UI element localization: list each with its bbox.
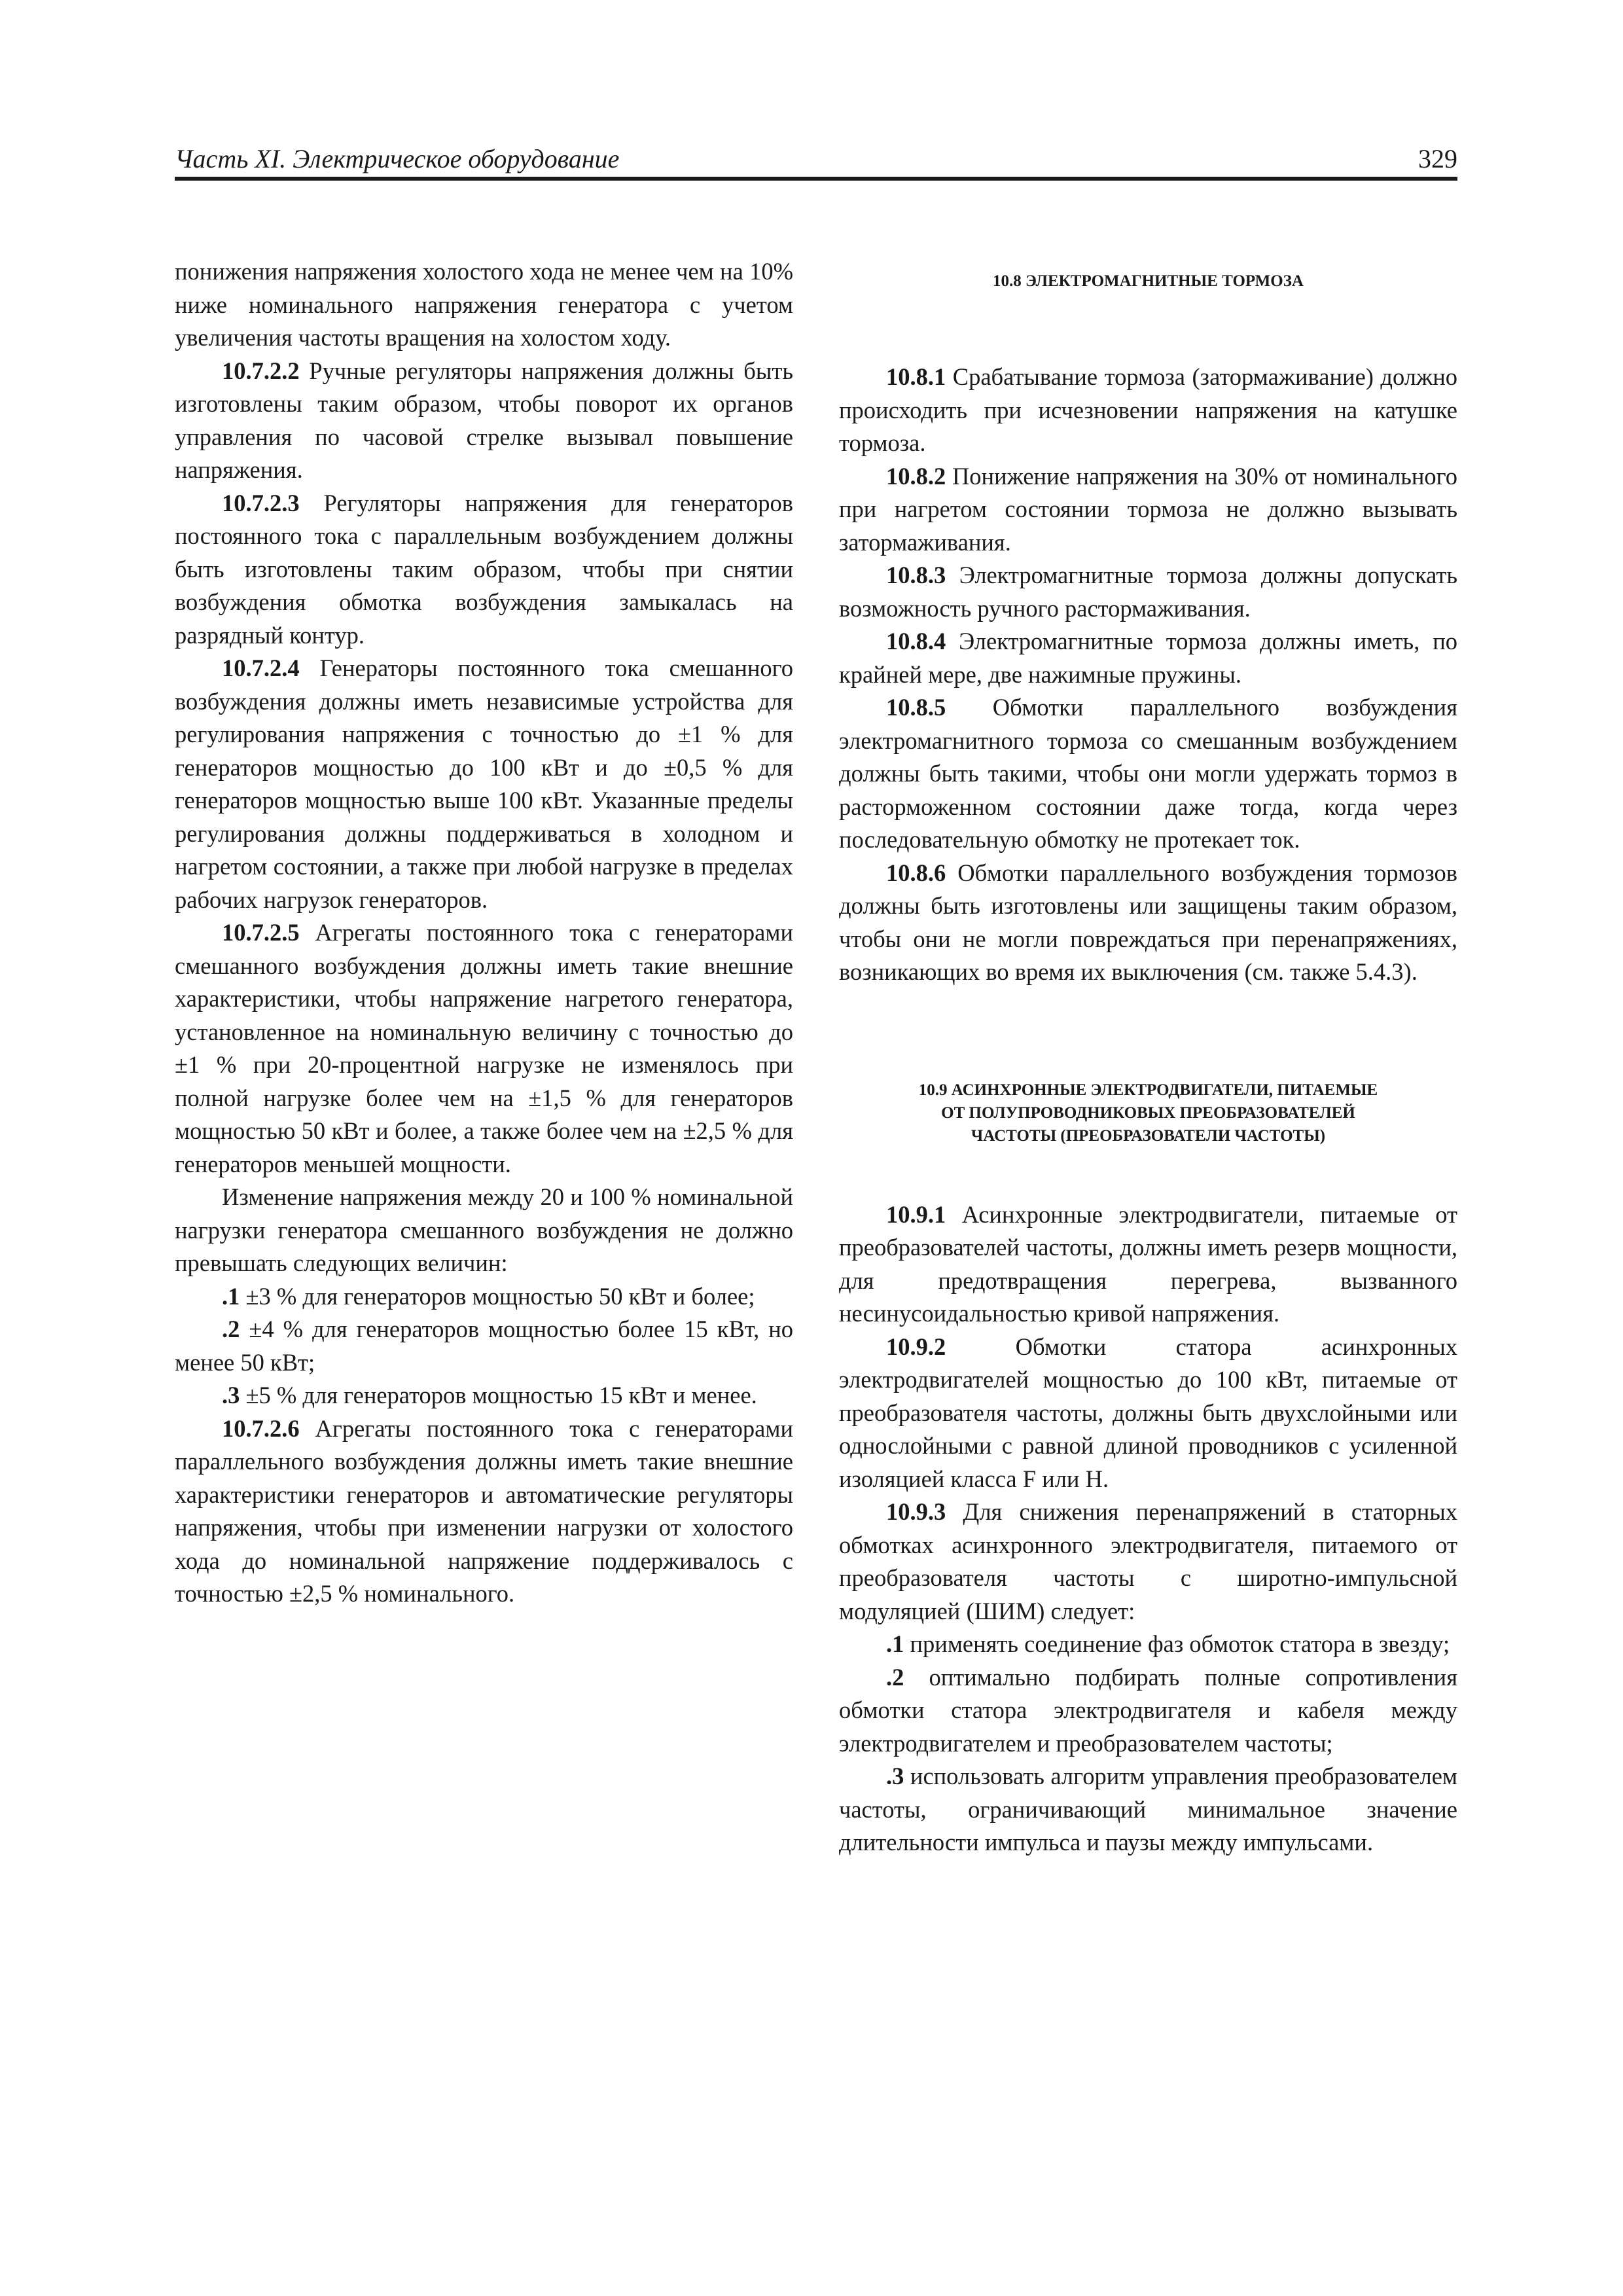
list-number: .2 [886,1663,904,1691]
paragraph-text: Ручные регуляторы напряжения должны быть изготовлены таким образом, чтобы поворот их органов управления по часовой стрелке вызывал повышение напряжения. [175,357,793,483]
paragraph-10-7-2-5 [175,916,793,1181]
paragraph-text: Электромагнитные тормоза должны иметь, по крайней мере, две нажимные пружины. [839,628,1457,688]
paragraph-text: понижения напряжения холостого хода не менее чем на 10% ниже номинального напряжения генератора с учетом увеличения частоты вращения на холостом ходу. [175,258,793,351]
paragraph-10-7-2-4 [175,652,793,916]
header-rule [175,177,1457,181]
clause-number: 10.8.5 [886,694,946,721]
list-item-2 [839,1661,1457,1761]
section-heading-10-9 [839,1079,1457,1147]
list-number: .3 [222,1382,240,1408]
list-text: ±5 % для генераторов мощностью 15 кВт и менее. [240,1382,757,1408]
paragraph-10-7-2-3 [175,487,793,653]
clause-number: 10.7.2.6 [222,1414,300,1442]
list-item-3 [175,1379,793,1412]
paragraph-10-9-3 [839,1496,1457,1628]
page-number: 329 [1418,144,1457,173]
heading-line: ОТ ПОЛУПРОВОДНИКОВЫХ ПРЕОБРАЗОВАТЕЛЕЙ [941,1103,1355,1122]
paragraph-text: Агрегаты постоянного тока с генераторами параллельного возбуждения должны иметь такие внешние характеристики генераторов и автоматические регуляторы напряжения, чтобы при изменении нагрузки от холостого хода до номинальной напряжение поддерживалось с точностью ±2,5 % номинального. [175,1414,793,1607]
paragraph-text: Изменение напряжения между 20 и 100 % номинальной нагрузки генератора смешанного возбуждения не должно превышать следующих величин: [175,1183,793,1276]
list-number: .1 [222,1282,240,1310]
clause-number: 10.7.2.3 [222,489,300,516]
paragraph-continuation [175,255,793,355]
paragraph-text: Электромагнитные тормоза должны допускать возможность ручного растормаживания. [839,562,1457,622]
running-title: Часть XI. Электрическое оборудование [175,144,620,173]
paragraph-10-8-4 [839,625,1457,691]
list-text: оптимально подбирать полные сопротивления обмотки статора электродвигателя и кабеля между электродвигателем и преобразователем частоты; [839,1663,1457,1757]
list-text: ±4 % для генераторов мощностью более 15 кВт, но менее 50 кВт; [175,1316,793,1376]
clause-number: 10.8.1 [886,363,946,390]
list-text: использовать алгоритм управления преобразователем частоты, ограничивающий минимальное значение длительности импульса и паузы между импульсами. [839,1763,1457,1856]
paragraph-text: Обмотки статора асинхронных электродвигателей мощностью до 100 кВт, питаемые от преобразователя частоты, должны быть двухслойными или однослойными с равной длиной проводников с усиленной изоляцией класса F или H. [839,1333,1457,1492]
right-column [839,255,1457,1859]
paragraph-10-8-2 [839,460,1457,560]
clause-number: 10.9.3 [886,1498,946,1525]
clause-number: 10.9.2 [886,1333,946,1360]
paragraph-text: Регуляторы напряжения для генераторов постоянного тока с параллельным возбуждением должны быть изготовлены таким образом, чтобы при снятии возбуждения обмотка возбуждения замыкалась на разрядный контур. [175,489,793,649]
clause-number: 10.8.4 [886,628,946,655]
paragraph-text: Агрегаты постоянного тока с генераторами смешанного возбуждения должны иметь такие внешние характеристики, чтобы напряжение нагретого генератора, установленное на номинальную величину с точностью до ±1 % при 20-процентной нагрузке не изменялось при полной нагрузке более чем на ±1,5 % для генераторов мощностью 50 кВт и более, а также более чем на ±2,5 % для генераторов меньшей мощности. [175,919,793,1177]
paragraph-voltage-change [175,1181,793,1280]
paragraph-text: Асинхронные электродвигатели, питаемые от преобразователей частоты, должны иметь резерв мощности, для предотвращения перегрева, вызванного несинусоидальностью кривой напряжения. [839,1200,1457,1327]
clause-number: 10.7.2.4 [222,655,300,681]
paragraph-text: Для снижения перенапряжений в статорных обмотках асинхронного электродвигателя, питаемого от преобразователя частоты с широтно-импульсной модуляцией (ШИМ) следует: [839,1498,1457,1624]
clause-number: 10.9.1 [886,1200,946,1228]
heading-line: 10.9 АСИНХРОННЫЕ ЭЛЕКТРОДВИГАТЕЛИ, ПИТАЕМЫЕ [918,1081,1378,1099]
list-text: применять соединение фаз обмоток статора в звезду; [904,1630,1450,1657]
paragraph-text: Обмотки параллельного возбуждения электромагнитного тормоза со смешанным возбуждением должны быть такими, чтобы они могли удержать тормоз в расторможенном состоянии даже тогда, когда через последовательную обмотку не протекает ток. [839,694,1457,853]
paragraph-text: Срабатывание тормоза (затормаживание) должно происходить при исчезновении напряжения на катушке тормоза. [839,363,1457,456]
paragraph-10-7-2-2 [175,355,793,487]
clause-number: 10.8.2 [886,462,946,490]
paragraph-text: Обмотки параллельного возбуждения тормозов должны быть изготовлены или защищены таким образом, чтобы они не могли повреждаться при перенапряжениях, возникающих во время их выключения (см. также 5.4.3). [839,859,1457,985]
page-header [175,137,1457,179]
paragraph-10-8-3 [839,559,1457,625]
list-item-2 [175,1313,793,1379]
list-item-1 [839,1628,1457,1661]
list-item-1 [175,1280,793,1314]
paragraph-10-7-2-6 [175,1412,793,1611]
paragraph-text: Понижение напряжения на 30% от номинального при нагретом состоянии тормоза не должно вызывать затормаживания. [839,462,1457,556]
list-number: .2 [222,1316,240,1342]
heading-line: ЧАСТОТЫ (ПРЕОБРАЗОВАТЕЛИ ЧАСТОТЫ) [971,1126,1326,1145]
list-number: .1 [886,1630,904,1657]
section-heading-10-8: 10.8 ЭЛЕКТРОМАГНИТНЫЕ ТОРМОЗА [993,272,1304,290]
paragraph-10-8-6 [839,857,1457,989]
paragraph-text: Генераторы постоянного тока смешанного возбуждения должны иметь независимые устройства для регулирования напряжения с точностью до ±1 % для генераторов мощностью до 100 кВт и до ±0,5 % для генераторов мощностью выше 100 кВт. Указанные пределы регулирования должны поддерживаться в холодном и нагретом состоянии, а также при любой нагрузке в пределах рабочих нагрузок генераторов. [175,655,793,913]
clause-number: 10.8.6 [886,859,946,886]
list-item-3 [839,1760,1457,1859]
clause-number: 10.7.2.2 [222,357,300,384]
clause-number: 10.8.3 [886,562,946,588]
clause-number: 10.7.2.5 [222,919,300,946]
left-column [175,255,793,1611]
paragraph-10-8-5 [839,691,1457,857]
paragraph-10-8-1 [839,361,1457,460]
paragraph-10-9-2 [839,1331,1457,1496]
list-text: ±3 % для генераторов мощностью 50 кВт и более; [240,1282,755,1310]
list-number: .3 [886,1763,904,1789]
paragraph-10-9-1 [839,1198,1457,1331]
